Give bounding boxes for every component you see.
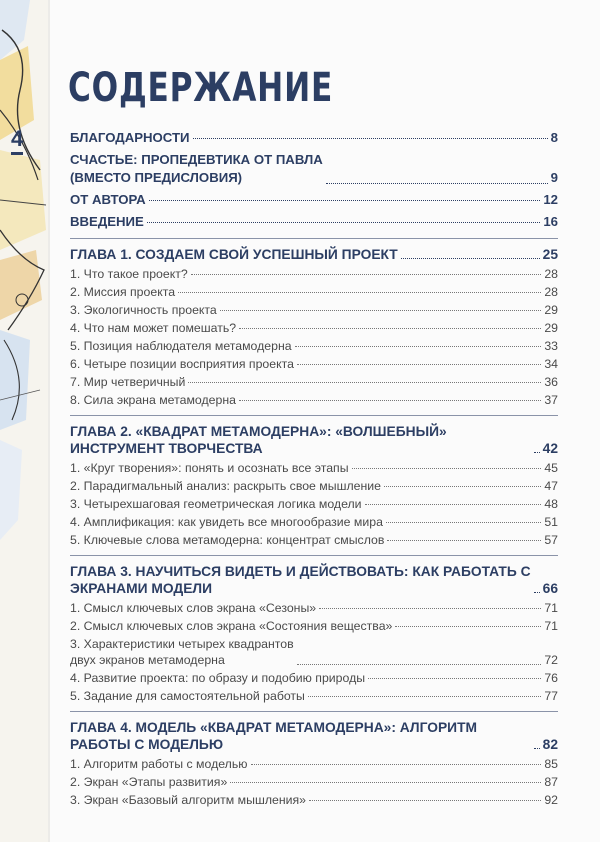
toc-entry[interactable] xyxy=(70,688,558,704)
toc-entry[interactable] xyxy=(70,670,558,686)
dot-leader xyxy=(239,328,541,329)
toc-chapter-2[interactable] xyxy=(70,423,558,457)
toc-entry-label: 5. Позиция наблюдателя метамодерна xyxy=(70,339,292,353)
dot-leader xyxy=(147,222,540,223)
toc-entry-preface[interactable] xyxy=(70,151,558,187)
toc-chapter-page: 66 xyxy=(542,581,558,596)
dot-leader xyxy=(384,486,541,487)
toc-entry-page: 8 xyxy=(550,130,558,145)
toc-entry-label: 4. Развитие проекта: по образу и подобию природы xyxy=(70,671,366,685)
toc-entry[interactable] xyxy=(70,618,558,634)
toc-entry[interactable] xyxy=(70,636,558,668)
toc-entry-page: 12 xyxy=(543,192,558,207)
dot-leader xyxy=(368,678,541,679)
toc-chapter-page: 82 xyxy=(542,737,558,752)
toc-entry-label: СЧАСТЬЕ: ПРОПЕДЕВТИКА ОТ ПАВЛА (ВМЕСТО ПРЕДИСЛОВИЯ) xyxy=(70,152,323,185)
toc-entry-page: 29 xyxy=(544,321,558,335)
toc-entry-label: 3. Экран «Базовый алгоритм мышления» xyxy=(70,793,306,807)
toc-chapter-page: 42 xyxy=(542,441,558,456)
toc-entry-label: 2. Миссия проекта xyxy=(70,285,176,299)
toc-entry-label: 2. Смысл ключевых слов экрана «Состояния вещества» xyxy=(70,619,393,633)
dot-leader xyxy=(191,274,542,275)
toc-entry-label: 5. Задание для самостоятельной работы xyxy=(70,689,305,703)
dot-leader xyxy=(251,764,542,765)
toc-entry-label: ОТ АВТОРА xyxy=(70,192,146,207)
toc-chapter-label: ГЛАВА 1. СОЗДАЕМ СВОЙ УСПЕШНЫЙ ПРОЕКТ xyxy=(70,247,398,262)
toc-entry-label: БЛАГОДАРНОСТИ xyxy=(70,130,190,145)
toc-entry-acknowledgements[interactable] xyxy=(70,129,558,147)
toc-entry-page: 71 xyxy=(544,619,558,633)
toc-entry[interactable] xyxy=(70,756,558,772)
toc-entry-page: 76 xyxy=(544,671,558,685)
toc-entry[interactable] xyxy=(70,774,558,790)
toc-entry-label: 7. Мир четверичный xyxy=(70,375,186,389)
toc-entry-page: 85 xyxy=(544,757,558,771)
toc-chapter-1[interactable] xyxy=(70,246,558,263)
toc-entry-label: 3. Экологичность проекта xyxy=(70,303,217,317)
dot-leader xyxy=(365,504,542,505)
toc-entry[interactable] xyxy=(70,600,558,616)
dot-leader xyxy=(297,364,541,365)
toc-entry-page: 45 xyxy=(544,461,558,475)
section-divider xyxy=(70,415,558,416)
section-divider xyxy=(70,711,558,712)
toc-entry-page: 34 xyxy=(544,357,558,371)
toc-entry[interactable] xyxy=(70,514,558,530)
toc-entry-page: 48 xyxy=(544,497,558,511)
toc-entry-page: 72 xyxy=(544,653,558,667)
toc-chapter-3[interactable] xyxy=(70,563,558,597)
dot-leader xyxy=(395,626,541,627)
toc-entry-label: 4. Что нам может помешать? xyxy=(70,321,237,335)
toc-entry-label: 6. Четыре позиции восприятия проекта xyxy=(70,357,294,371)
section-divider xyxy=(70,555,558,556)
toc-chapter-4[interactable] xyxy=(70,719,558,753)
toc-entry-page: 36 xyxy=(544,375,558,389)
toc-entry[interactable] xyxy=(70,392,558,408)
toc-entry-page: 87 xyxy=(544,775,558,789)
dot-leader xyxy=(352,468,542,469)
dot-leader xyxy=(401,258,540,259)
toc-entry-label: 4. Амплификация: как увидеть все многообразие мира xyxy=(70,515,383,529)
toc-entry-page: 16 xyxy=(543,214,558,229)
dot-leader xyxy=(193,138,548,139)
toc-chapter-label: ГЛАВА 3. НАУЧИТЬСЯ ВИДЕТЬ И ДЕЙСТВОВАТЬ: КАК РАБОТАТЬ С ЭКРАНАМИ МОДЕЛИ xyxy=(70,564,531,596)
toc-entry[interactable] xyxy=(70,266,558,282)
toc-entry[interactable] xyxy=(70,356,558,372)
toc-entry[interactable] xyxy=(70,532,558,548)
toc-entry-label: 5. Ключевые слова метамодерна: концентрат смыслов xyxy=(70,533,385,547)
dot-leader xyxy=(386,522,541,523)
toc-entry-page: 28 xyxy=(544,285,558,299)
toc-entry-label: 2. Парадигмальный анализ: раскрыть свое мышление xyxy=(70,479,381,493)
toc-entry-page: 47 xyxy=(544,479,558,493)
toc-entry-label: 1. Что такое проект? xyxy=(70,267,188,281)
toc-entry-page: 33 xyxy=(544,339,558,353)
dot-leader xyxy=(230,782,541,783)
toc-entry-page: 77 xyxy=(544,689,558,703)
page-title: СОДЕРЖАНИЕ xyxy=(68,65,334,111)
dot-leader xyxy=(149,200,541,201)
toc-entry-page: 9 xyxy=(550,170,558,185)
dot-leader xyxy=(308,696,541,697)
toc-entry[interactable] xyxy=(70,284,558,300)
toc-entry-label: 3. Четырехшаговая геометрическая логика модели xyxy=(70,497,362,511)
toc-entry-page: 51 xyxy=(544,515,558,529)
toc-entry-from-author[interactable] xyxy=(70,191,558,209)
toc-entry-label: 2. Экран «Этапы развития» xyxy=(70,775,228,789)
dot-leader xyxy=(309,800,541,801)
toc-entry[interactable] xyxy=(70,478,558,494)
decorative-illustration-strip xyxy=(0,0,50,842)
table-of-contents xyxy=(70,129,558,810)
dot-leader xyxy=(534,748,540,749)
toc-chapter-label: ГЛАВА 4. МОДЕЛЬ «КВАДРАТ МЕТАМОДЕРНА»: АЛГОРИТМ РАБОТЫ С МОДЕЛЬЮ xyxy=(70,720,477,752)
toc-entry-label: ВВЕДЕНИЕ xyxy=(70,214,144,229)
dot-leader xyxy=(297,664,542,665)
dot-leader xyxy=(178,292,541,293)
dot-leader xyxy=(534,592,540,593)
toc-entry-page: 37 xyxy=(544,393,558,407)
dot-leader xyxy=(220,310,542,311)
toc-entry-introduction[interactable] xyxy=(70,213,558,231)
toc-chapter-page: 25 xyxy=(542,247,558,262)
toc-entry[interactable] xyxy=(70,374,558,390)
toc-entry-label: 1. Алгоритм работы с моделью xyxy=(70,757,248,771)
toc-entry-page: 92 xyxy=(544,793,558,807)
toc-entry-page: 29 xyxy=(544,303,558,317)
toc-entry-page: 71 xyxy=(544,601,558,615)
toc-entry[interactable] xyxy=(70,460,558,476)
toc-entry[interactable] xyxy=(70,302,558,318)
dot-leader xyxy=(188,382,541,383)
toc-entry-page: 28 xyxy=(544,267,558,281)
dot-leader xyxy=(326,183,548,184)
dot-leader xyxy=(534,452,540,453)
dot-leader xyxy=(387,540,541,541)
dot-leader xyxy=(295,346,542,347)
toc-entry-page: 57 xyxy=(544,533,558,547)
toc-entry-label: 1. Смысл ключевых слов экрана «Сезоны» xyxy=(70,601,317,615)
dot-leader xyxy=(319,608,541,609)
toc-entry-label: 8. Сила экрана метамодерна xyxy=(70,393,236,407)
toc-entry[interactable] xyxy=(70,792,558,808)
toc-entry-label: 3. Характеристики четырех квадрантов двух экранов метамодерна xyxy=(70,637,294,667)
toc-entry-label: 1. «Круг творения»: понять и осознать все этапы xyxy=(70,461,349,475)
toc-entry[interactable] xyxy=(70,338,558,354)
toc-entry[interactable] xyxy=(70,496,558,512)
toc-chapter-label: ГЛАВА 2. «КВАДРАТ МЕТАМОДЕРНА»: «ВОЛШЕБНЫЙ» ИНСТРУМЕНТ ТВОРЧЕСТВА xyxy=(70,424,447,456)
toc-entry[interactable] xyxy=(70,320,558,336)
dot-leader xyxy=(239,400,541,401)
page-number: 4 xyxy=(11,128,23,155)
section-divider xyxy=(70,238,558,239)
